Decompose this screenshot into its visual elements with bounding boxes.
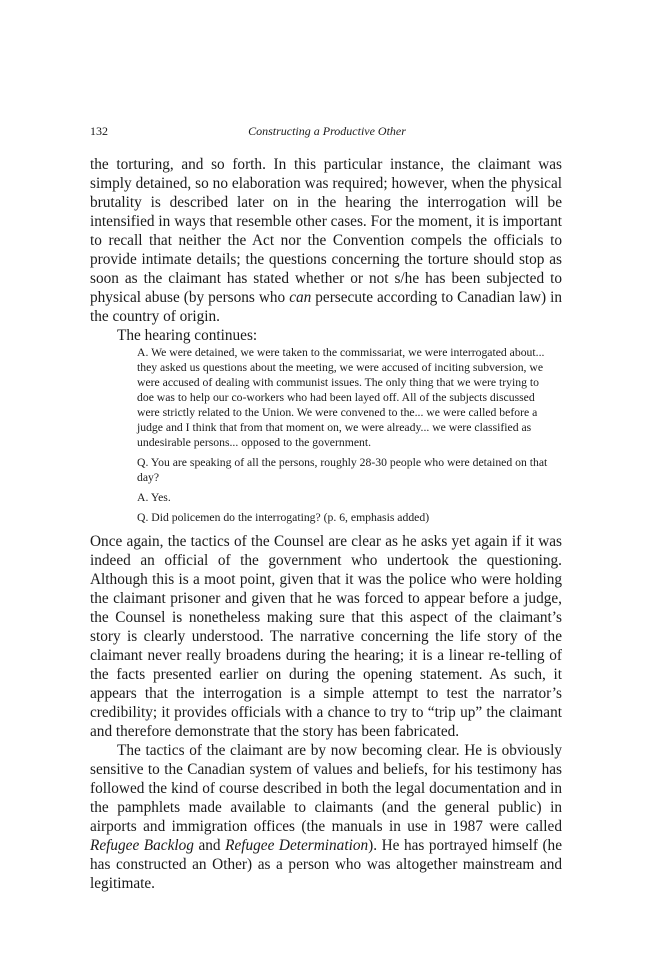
paragraph-3: Once again, the tactics of the Counsel are clear as he asks yet again if it was indeed an official of the government who undertook the questioning. Although this is a moot point, given that it was the police who were holding the claimant prisoner and given that he was forced to appear before a judge, the Counsel is nonetheless making sure that this aspect of the claimant’s story is clearly understood. The narrative concerning the life story of the claimant never really broadens during the hearing; it is a linear re-telling of the facts presented earlier on during the opening statement. As such, it appears that the interrogation is a simple attempt to test the narrator’s credibility; it provides officials with a chance to try to “trip up” the claimant and therefore demonstrate that the story has been fabricated. <box>90 533 562 740</box>
paragraph-1-text-b: persecute according to Canadian law) in the country of origin. <box>90 289 562 325</box>
quote-line-4: Q. Did policemen do the interrogating? (p. 6, emphasis added) <box>137 511 430 524</box>
paragraph-4-text-a: The tactics of the claimant are by now becoming clear. He is obviously sensitive to the Canadian system of values and beliefs, for his testimony has followed the kind of course described in both the legal documentation and in the pamphlets made available to claimants (and the general public) in airports and immigration offices (the manuals in use in 1987 were called <box>90 742 562 835</box>
running-title: Constructing a Productive Other <box>248 124 406 138</box>
paragraph-2: The hearing continues: <box>117 327 258 344</box>
emphasis-can: can <box>289 289 312 306</box>
paragraph-1-text-a: the torturing, and so forth. In this particular instance, the claimant was simply detained, so no elaboration was required; however, when the physical brutality is described later on in the hearing the interrogation will be intensified in ways that resemble other cases. For the moment, it is important to recall that neither the Act nor the Convention compels the officials to provide intimate details; the questions concerning the torture should stop as soon as the claimant has stated whether or not s/he has been subjected to physical abuse (by persons who <box>90 156 562 306</box>
paragraph-4-text-b: ). He has portrayed himself (he has constructed an Other) as a person who was altogether mainstream and legitimate. <box>90 837 562 892</box>
page-number: 132 <box>90 124 108 138</box>
paragraph-1 <box>90 155 562 326</box>
text-block-upper <box>90 155 562 345</box>
emphasis-refugee-backlog: Refugee Backlog <box>90 837 194 854</box>
quote-line-1: A. We were detained, we were taken to the commissariat, we were interrogated about... they asked us questions about the meeting, we were accused of inciting subversion, we were accused of dealing with communist issues. The only thing that we were trying to doe was to help our co-workers who had been layed off. All of the subjects discussed were strictly related to the Union. We were convened to the... we were called before a judge and I think that from that moment on, we were already... we were classified as undesirable persons... opposed to the government. <box>137 346 545 449</box>
paragraph-4 <box>90 741 562 893</box>
paragraph-4-text-mid: and <box>193 837 226 854</box>
block-quote <box>137 345 557 530</box>
emphasis-refugee-determination: Refugee Determination <box>225 837 369 854</box>
quote-line-3: A. Yes. <box>137 491 171 504</box>
text-block-lower <box>90 532 562 893</box>
quote-line-2: Q. You are speaking of all the persons, roughly 28-30 people who were detained on that day? <box>137 456 548 484</box>
running-head <box>90 124 564 140</box>
